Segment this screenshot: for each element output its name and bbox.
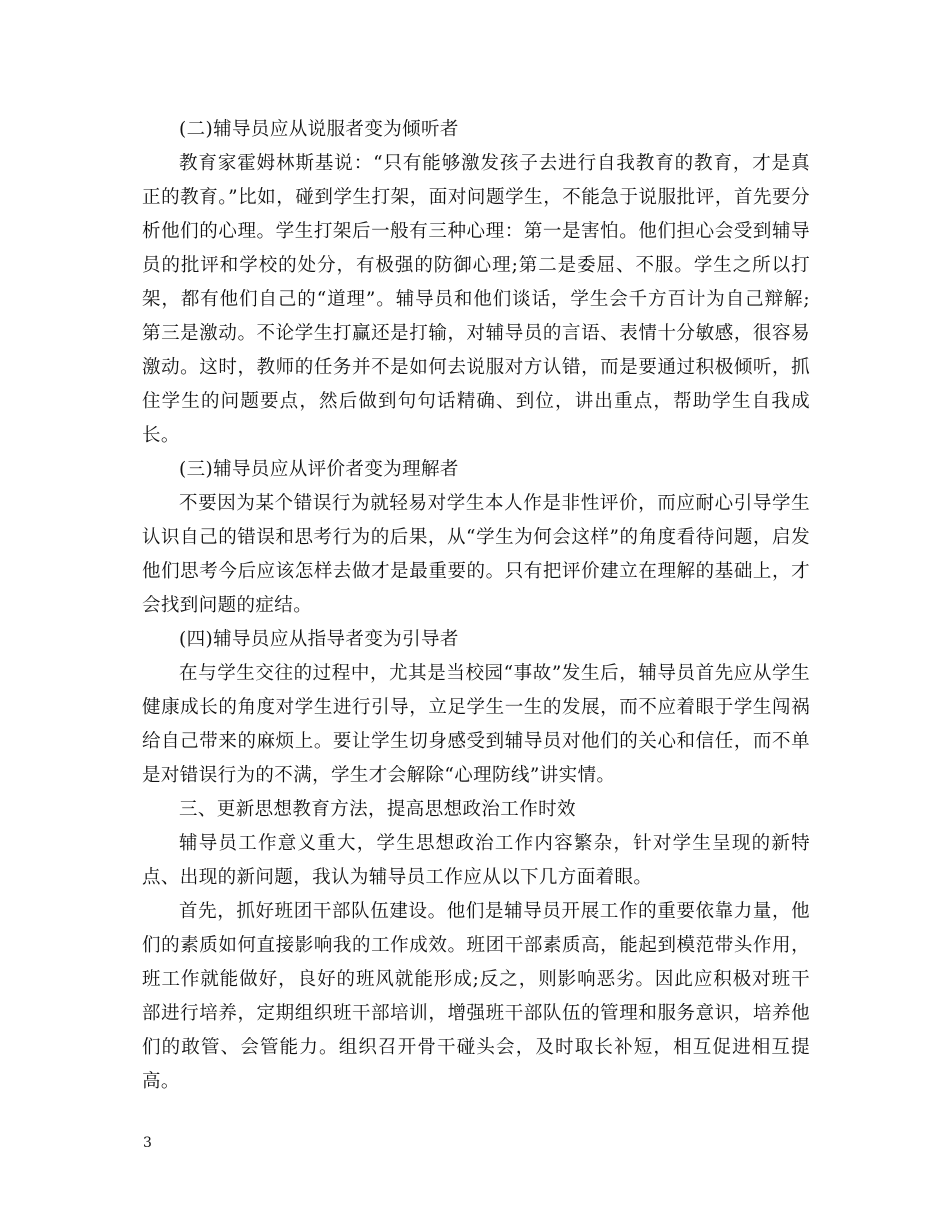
section-heading-listening: (二)辅导员应从说服者变为倾听者 xyxy=(179,119,459,140)
paragraph-guiding: 在与学生交往的过程中，尤其是当校园“事故”发生后，辅导员首先应从学生健康成长的角度对学生进行引导，立足学生一生的发展，而不应着眼于学生闯祸给自己带来的麻烦上。要让学生切身感受到辅导员对他们的关心和信任，而不单是对错误行为的不满，学生才会解除“心理防线”讲实情。 xyxy=(142,663,810,786)
section-heading-methods: 三、更新思想教育方法，提高思想政治工作时效 xyxy=(179,799,576,820)
paragraph-understanding: 不要因为某个错误行为就轻易对学生本人作是非性评价，而应耐心引导学生认识自己的错误和思考行为的后果，从“学生为何会这样”的角度看待问题，启发他们思考今后应该怎样去做才是最重要的。只有把评价建立在理解的基础上，才会找到问题的症结。 xyxy=(142,493,810,616)
paragraph-cadre-building: 首先，抓好班团干部队伍建设。他们是辅导员开展工作的重要依靠力量，他们的素质如何直接影响我的工作成效。班团干部素质高，能起到模范带头作用，班工作就能做好，良好的班风就能形成;反之，则影响恶劣。因此应积极对班干部进行培养，定期组织班干部培训，增强班干部队伍的管理和服务意识，培养他们的敢管、会管能力。组织召开骨干碰头会，及时取长补短，相互促进相互提高。 xyxy=(142,901,810,1092)
paragraph-methods-intro: 辅导员工作意义重大，学生思想政治工作内容繁杂，针对学生呈现的新特点、出现的新问题，我认为辅导员工作应从以下几方面着眼。 xyxy=(142,833,810,888)
section-heading-understanding: (三)辅导员应从评价者变为理解者 xyxy=(179,459,459,480)
page-number: 3 xyxy=(143,1135,152,1151)
section-heading-guiding: (四)辅导员应从指导者变为引导者 xyxy=(179,629,459,650)
paragraph-listening: 教育家霍姆林斯基说：“只有能够激发孩子去进行自我教育的教育，才是真正的教育。”比如，碰到学生打架，面对问题学生，不能急于说服批评，首先要分析他们的心理。学生打架后一般有三种心理：第一是害怕。他们担心会受到辅导员的批评和学校的处分，有极强的防御心理;第二是委屈、不服。学生之所以打架，都有他们自己的“道理”。辅导员和他们谈话，学生会千方百计为自己辩解;第三是激动。不论学生打赢还是打输，对辅导员的言语、表情十分敏感，很容易激动。这时，教师的任务并不是如何去说服对方认错，而是要通过积极倾听，抓住学生的问题要点，然后做到句句话精确、到位，讲出重点，帮助学生自我成长。 xyxy=(142,153,810,446)
document-body xyxy=(142,113,810,1099)
